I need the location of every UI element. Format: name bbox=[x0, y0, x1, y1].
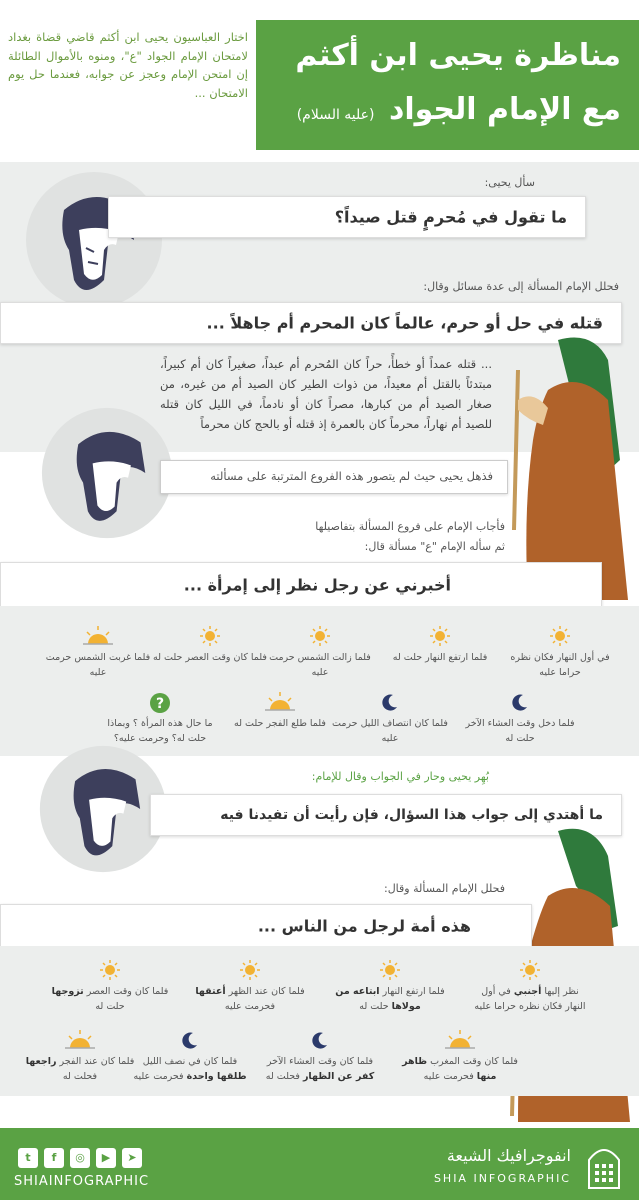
question-icon bbox=[100, 692, 220, 712]
question-text-2: أخبرني عن رجل نظر إلى إمرأة ... bbox=[183, 575, 451, 595]
analysis-label-1: فحلل الإمام المسألة إلى عدة مسائل وقال: bbox=[423, 280, 619, 293]
brand-logo-icon bbox=[581, 1140, 627, 1190]
timeline-item bbox=[260, 1030, 380, 1084]
question-ribbon-1 bbox=[108, 196, 586, 238]
confused-box bbox=[160, 460, 508, 494]
timeline-item-text: فلما دخل وقت العشاء الآخر حلت له bbox=[465, 718, 575, 744]
timeline-item bbox=[330, 960, 450, 1014]
timeline-item-text: فلما كان وقت العصر تزوجها حلت له bbox=[51, 986, 169, 1012]
timeline-item-highlight: أجنبي bbox=[513, 986, 542, 997]
timeline-item-highlight: تزوجها bbox=[51, 986, 84, 997]
timeline-item-highlight: طلقها واحدة bbox=[186, 1071, 247, 1082]
timeline-item bbox=[330, 692, 450, 746]
timeline-item bbox=[38, 626, 158, 680]
page-title-main: مع الإمام الجواد bbox=[388, 92, 621, 127]
timeline-item bbox=[20, 1030, 140, 1084]
timeline-item-text: فلما كان عند الظهر أعتقها فحرمت عليه bbox=[195, 986, 305, 1012]
timeline-item bbox=[220, 692, 340, 731]
timeline-item-text: فلما كان في نصف الليل طلقها واحدة فحرمت عليه bbox=[133, 1056, 247, 1082]
sunset-icon bbox=[38, 626, 158, 646]
moon-icon bbox=[260, 1030, 380, 1050]
timeline-item bbox=[500, 626, 620, 680]
timeline-item bbox=[50, 960, 170, 1014]
facebook-icon[interactable]: f bbox=[44, 1148, 64, 1168]
moon-icon bbox=[460, 692, 580, 712]
page-title-line2 bbox=[297, 92, 621, 127]
timeline-item-text: فلما ارتفع النهار حلت له bbox=[392, 652, 488, 663]
analysis-paragraph: ... قتله عمداً أو خطأً، حراً كان المُحرم أم عبداً، صغيراً كان أم كبيراً، مبتدئاً بالقتل أم معيداً، من ذوات الطير كان الصيد أم من غيره، من صغار الصيد أم من كبارها، مصراً كان أو نادماً، في الليل كان قتله للصيد أم نهاراً، محرماً كان بالعمرة إذ قتله أو بالحج كان محرماً bbox=[160, 357, 492, 431]
timeline-item bbox=[260, 626, 380, 680]
timeline-item bbox=[130, 1030, 250, 1084]
stunned-label: بُهِر يحيى وحار في الجواب وقال للإمام: bbox=[311, 770, 489, 783]
twitter-icon[interactable]: t bbox=[18, 1148, 38, 1168]
footer-url[interactable]: SHIAINFOGRAPHIC bbox=[14, 1174, 150, 1189]
answer-ribbon bbox=[0, 904, 532, 948]
timeline-item-highlight: راجعها bbox=[25, 1056, 57, 1067]
timeline-item bbox=[460, 692, 580, 746]
sunrise-icon bbox=[220, 692, 340, 712]
moon-icon bbox=[130, 1030, 250, 1050]
timeline-item bbox=[190, 960, 310, 1014]
analysis-label-2: فحلل الإمام المسألة وقال: bbox=[383, 882, 505, 895]
timeline-item-highlight: ظاهر منها bbox=[402, 1056, 497, 1082]
page-title-line1: مناظرة يحيى ابن أكثم bbox=[295, 38, 621, 73]
footer bbox=[0, 1128, 639, 1200]
sun-icon bbox=[190, 960, 310, 980]
timeline-item bbox=[400, 1030, 520, 1084]
timeline-item-highlight: ابتاعه من مولاها bbox=[335, 986, 421, 1012]
timeline-item-text: فلما كان عند الفجر راجعها فحلت له bbox=[25, 1056, 135, 1082]
sun-icon bbox=[500, 626, 620, 646]
footer-brand-ar: انفوجرافيك الشيعة bbox=[446, 1146, 571, 1165]
svg-text:?: ? bbox=[155, 696, 165, 712]
scholar-portrait-1 bbox=[24, 170, 164, 310]
timeline-item-text: فلما ارتفع النهار ابتاعه من مولاها حلت له bbox=[335, 986, 445, 1012]
timeline-item-text: نظر إليها أجنبي في أول النهار فكان نظره حراما عليه bbox=[474, 986, 586, 1012]
timeline-item-text: في أول النهار فكان نظره حراما عليه bbox=[510, 652, 610, 678]
sun-icon bbox=[260, 626, 380, 646]
sun-icon bbox=[50, 960, 170, 980]
page-title-tag: (عليه السلام) bbox=[296, 107, 375, 123]
scholar-portrait-3 bbox=[38, 744, 168, 874]
timeline-item-text: فلما كان وقت العصر حلت له bbox=[153, 652, 267, 663]
sunrise-icon bbox=[20, 1030, 140, 1050]
timeline-item-text: فلما كان انتصاف الليل حرمت عليه bbox=[332, 718, 448, 744]
timeline-item bbox=[100, 692, 220, 746]
sun-icon bbox=[150, 626, 270, 646]
sun-icon bbox=[470, 960, 590, 980]
timeline-item-text: فلما غربت الشمس حرمت عليه bbox=[45, 652, 151, 678]
timeline-item-text: فلما كان وقت العشاء الآخر كفر عن الظهار فحلت له bbox=[265, 1056, 375, 1082]
timeline-item bbox=[470, 960, 590, 1014]
answer-title: هذه أمة لرجل من الناس ... bbox=[257, 916, 471, 936]
sun-icon bbox=[330, 960, 450, 980]
intro-text: اختار العباسيون يحيى ابن أكثم قاضي قضاة بغداد لامتحان الإمام الجواد "ع"، ومنوه بالأموال الطائلة إن امتحن الإمام وعجز عن جوابه، فعندما حل يوم الامتحان ... bbox=[8, 30, 248, 100]
answer-label-2: ثم سأله الإمام "ع" مسألة قال: bbox=[364, 540, 505, 553]
timeline-item-text: ما حال هذه المرأة ؟ وبماذا حلت له؟ وحرمت عليه؟ bbox=[107, 718, 213, 744]
question-text-3: ما أهتدي إلى جواب هذا السؤال، فإن رأيت أن تفيدنا فيه bbox=[220, 807, 603, 823]
timeline-item-text: فلما كان وقت المغرب ظاهر منها فحرمت عليه bbox=[402, 1056, 518, 1082]
asked-label: سأل يحيى: bbox=[484, 176, 535, 189]
moon-icon bbox=[330, 692, 450, 712]
confused-text: فذهل يحيى حيث لم يتصور هذه الفروع المترتبة على مسألته bbox=[210, 469, 493, 483]
timeline-item-text: فلما زالت الشمس حرمت عليه bbox=[269, 652, 371, 678]
question-ribbon-2 bbox=[0, 562, 602, 608]
timeline-item-highlight: أعتقها bbox=[195, 986, 226, 997]
analysis-title: قتله في حل أو حرم، عالماً كان المحرم أم جاهلاً ... bbox=[206, 313, 603, 333]
answer-label-1: فأجاب الإمام على فروع المسألة بتفاصيلها bbox=[315, 520, 505, 533]
youtube-icon[interactable]: ▶ bbox=[96, 1148, 116, 1168]
sunset-icon bbox=[400, 1030, 520, 1050]
timeline-item-highlight: كفر عن الظهار bbox=[302, 1071, 375, 1082]
timeline-item-text: فلما طلع الفجر حلت له bbox=[234, 718, 326, 729]
timeline-item bbox=[380, 626, 500, 665]
timeline-item bbox=[150, 626, 270, 665]
scholar-portrait-2 bbox=[40, 406, 174, 540]
instagram-icon[interactable]: ◎ bbox=[70, 1148, 90, 1168]
title-banner bbox=[256, 20, 639, 150]
telegram-icon[interactable]: ➤ bbox=[122, 1148, 142, 1168]
sun-icon bbox=[380, 626, 500, 646]
footer-brand-en: SHIA INFOGRAPHIC bbox=[433, 1172, 571, 1185]
question-text-1: ما تقول في مُحرمٍ قتل صيداً؟ bbox=[334, 207, 567, 227]
